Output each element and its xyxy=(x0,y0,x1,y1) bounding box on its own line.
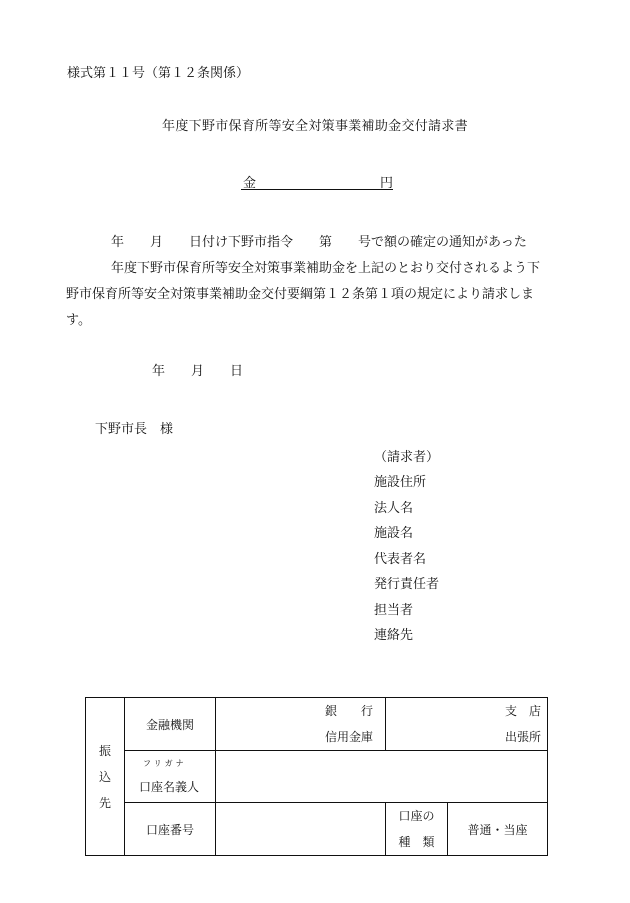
requester-field-facility: 施設名 xyxy=(374,526,414,541)
body-line-3: 野市保育所等安全対策事業補助金交付要綱第１２条第１項の規定により請求しま xyxy=(66,287,535,302)
amount-prefix: 金 xyxy=(243,176,257,191)
institution-label: 金融機関 xyxy=(125,698,216,751)
requester-field-representative: 代表者名 xyxy=(374,552,427,567)
body-line-2: 年度下野市保育所等安全対策事業補助金を上記のとおり交付されるよう下 xyxy=(111,261,541,276)
request-body-text xyxy=(66,230,571,334)
requester-heading: （請求者） xyxy=(374,450,440,465)
credit-union-suffix: 信用金庫 xyxy=(324,730,373,744)
bank-name-cell[interactable] xyxy=(216,698,386,751)
document-title: 年度下野市保育所等安全対策事業補助金交付請求書 xyxy=(162,119,468,134)
request-date: 年 月 日 xyxy=(152,364,244,379)
account-holder-label: フリガナ 口座名義人 xyxy=(125,751,216,803)
bank-suffix: 銀 行 xyxy=(324,704,373,718)
account-holder-input[interactable] xyxy=(216,751,548,803)
addressee: 下野市長 様 xyxy=(95,422,174,437)
form-number: 様式第１１号（第１２条関係） xyxy=(67,66,250,81)
requester-field-address: 施設住所 xyxy=(374,475,427,490)
amount-field xyxy=(241,172,393,190)
account-type-value[interactable]: 普通・当座 xyxy=(448,803,548,856)
furigana-label: フリガナ xyxy=(143,758,187,768)
requester-field-contact-person: 担当者 xyxy=(374,603,414,618)
requester-field-contact: 連絡先 xyxy=(374,628,414,643)
requester-field-issuer: 発行責任者 xyxy=(374,577,440,592)
account-type-label: 口座の 種 類 xyxy=(386,803,448,856)
body-line-4: す。 xyxy=(66,313,91,328)
sub-branch-suffix: 出張所 xyxy=(504,730,541,744)
branch-suffix: 支 店 xyxy=(504,704,541,718)
body-line-1: 年 月 日付け下野市指令 第 号で額の確定の通知があった xyxy=(111,235,527,250)
amount-suffix: 円 xyxy=(379,176,393,191)
account-number-input[interactable] xyxy=(216,803,386,856)
bank-transfer-table xyxy=(85,697,548,856)
branch-name-cell[interactable] xyxy=(386,698,548,751)
transfer-side-label: 振 込 先 xyxy=(86,698,125,856)
requester-field-corporation: 法人名 xyxy=(374,501,414,516)
account-number-label: 口座番号 xyxy=(125,803,216,856)
